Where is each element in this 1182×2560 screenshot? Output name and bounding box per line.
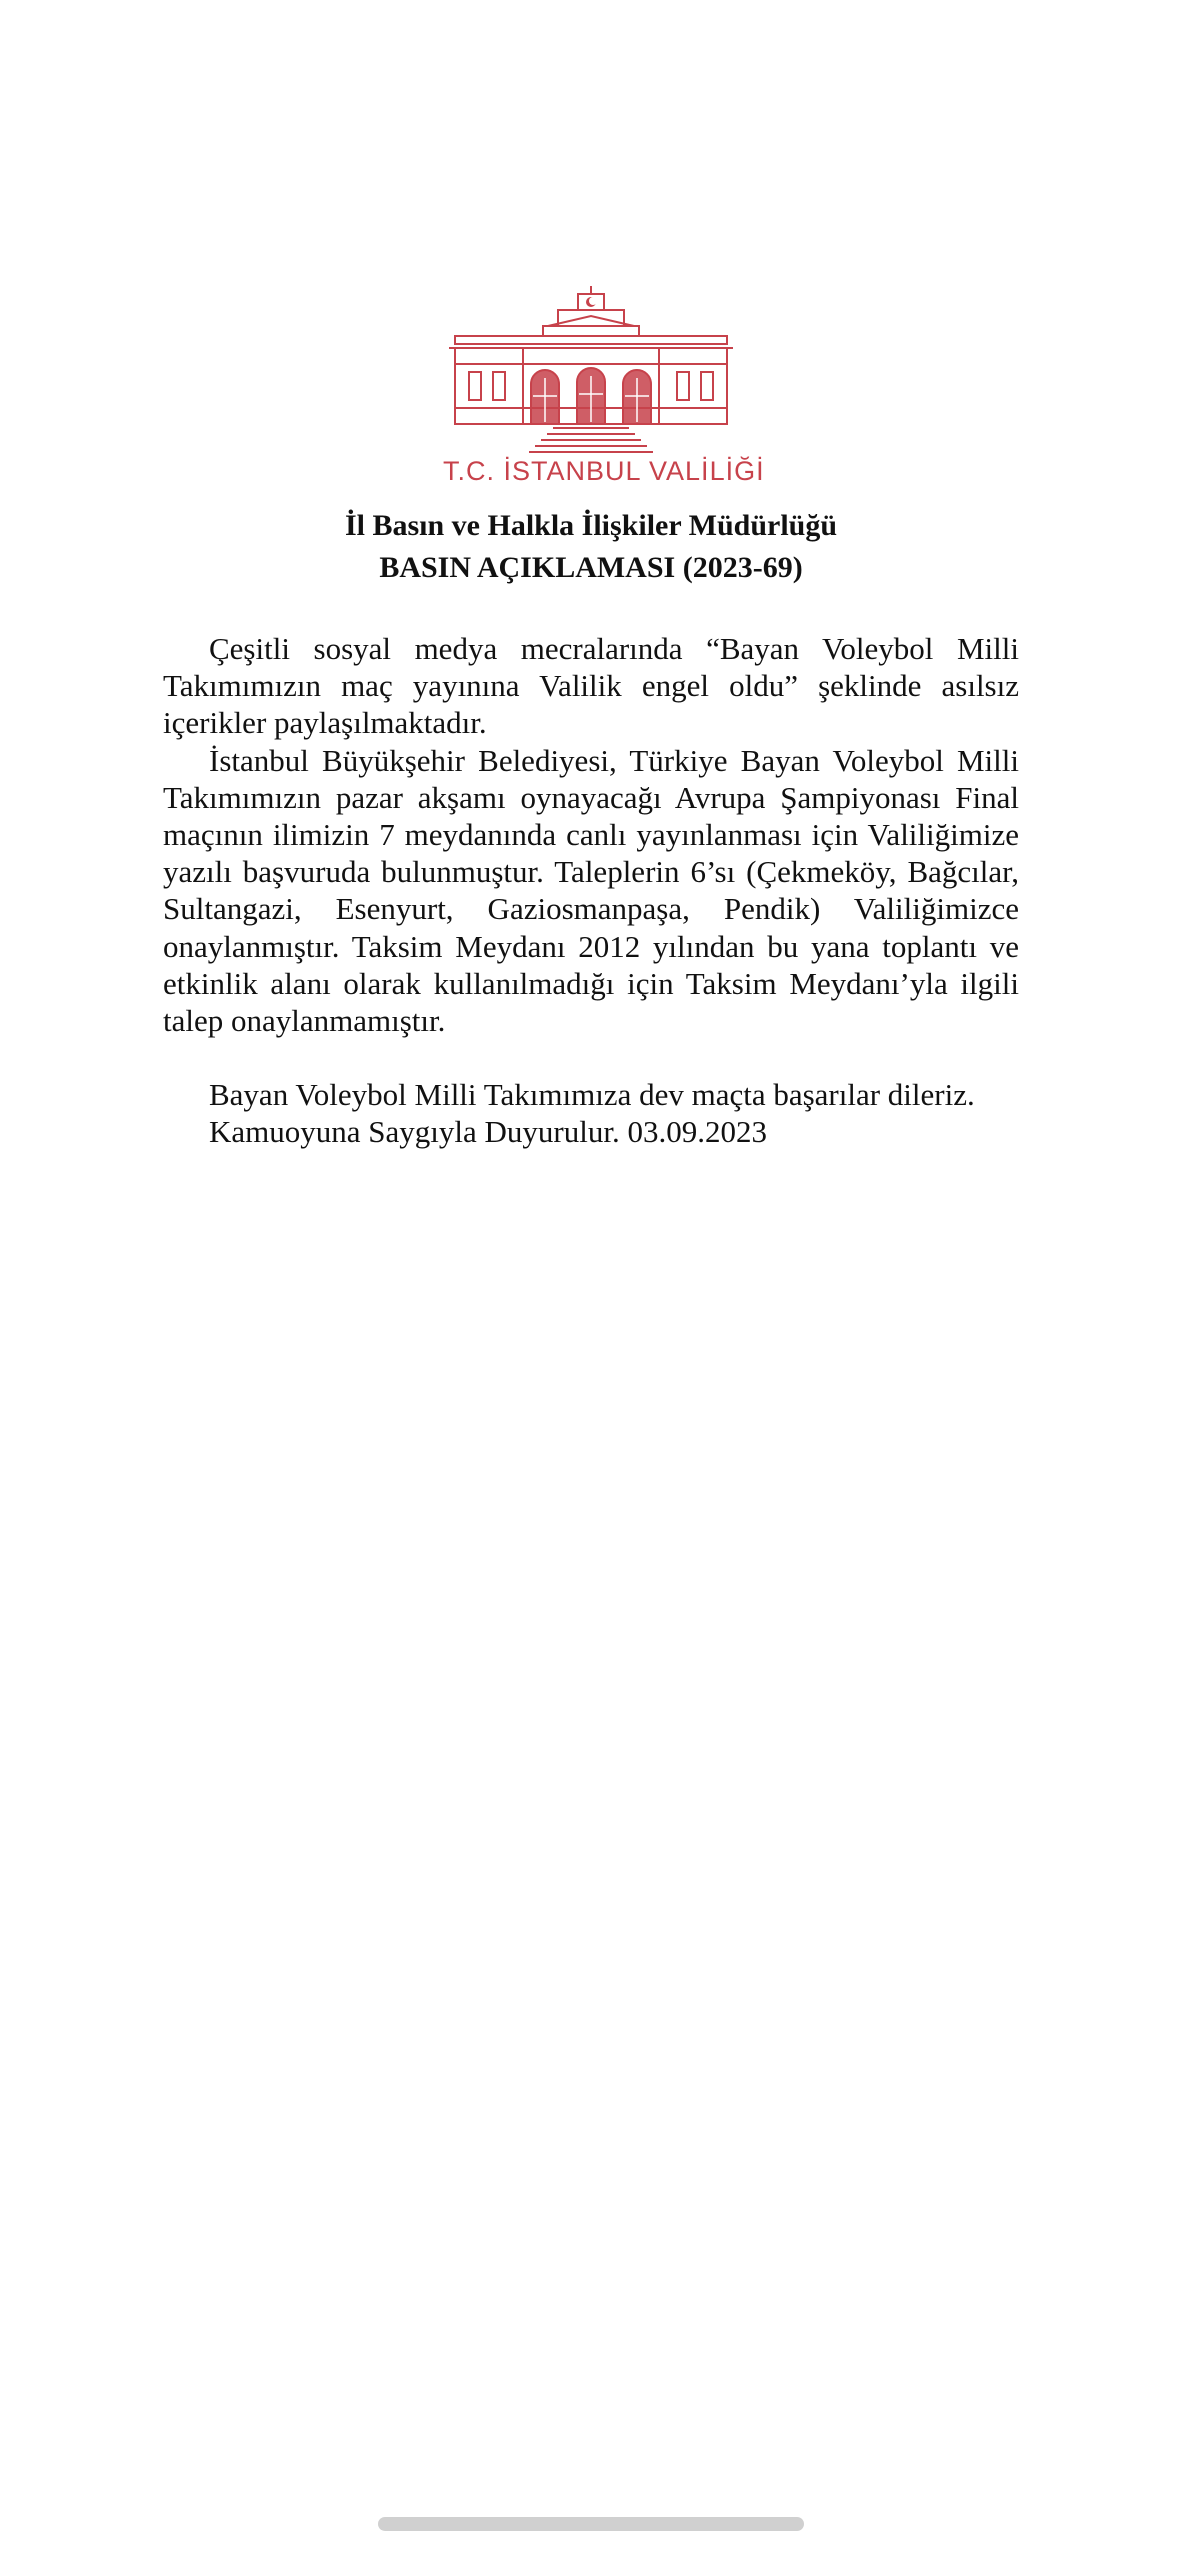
paragraph-3: Bayan Voleybol Milli Takımımıza dev maçta başarılar dileriz. xyxy=(209,1077,975,1113)
logo-caption: T.C. İSTANBUL VALİLİĞİ xyxy=(443,456,765,486)
department-heading: İl Basın ve Halkla İlişkiler Müdürlüğü xyxy=(344,509,838,542)
home-indicator-bar[interactable] xyxy=(378,2517,804,2531)
press-release-title: BASIN AÇIKLAMASI (2023-69) xyxy=(379,551,803,584)
paragraph-spacer xyxy=(163,1039,1019,1076)
istanbul-governorship-building-icon xyxy=(443,286,739,456)
closing-line: Kamuoyuna Saygıyla Duyurulur. 03.09.2023 xyxy=(209,1114,767,1150)
paragraph-2: İstanbul Büyükşehir Belediyesi, Türkiye Bayan Voleybol Milli Takımımızın pazar akşamı oynayacağı Avrupa Şampiyonası Final maçının ilimizin 7 meydanında canlı yayınlanması için Valiliğimize yazılı başvuruda bulunmuştur. Taleplerin 6’sı (Çekmeköy, Bağcılar, Sultangazi, Esenyurt, Gaziosmanpaşa, Pendik) Valiliğimizce onaylanmıştır. Taksim Meydanı 2012 yılından bu yana toplantı ve etkinlik alanı olarak kullanılmadığı için Taksim Meydanı’yla ilgili talep onaylanmamıştır. xyxy=(163,742,1019,1039)
governorship-logo xyxy=(443,286,765,496)
press-release-body xyxy=(163,630,1019,1151)
paragraph-1: Çeşitli sosyal medya mecralarında “Bayan Voleybol Milli Takımımızın maç yayınına Valilik engel oldu” şeklinde asılsız içerikler paylaşılmaktadır. xyxy=(163,631,1019,741)
